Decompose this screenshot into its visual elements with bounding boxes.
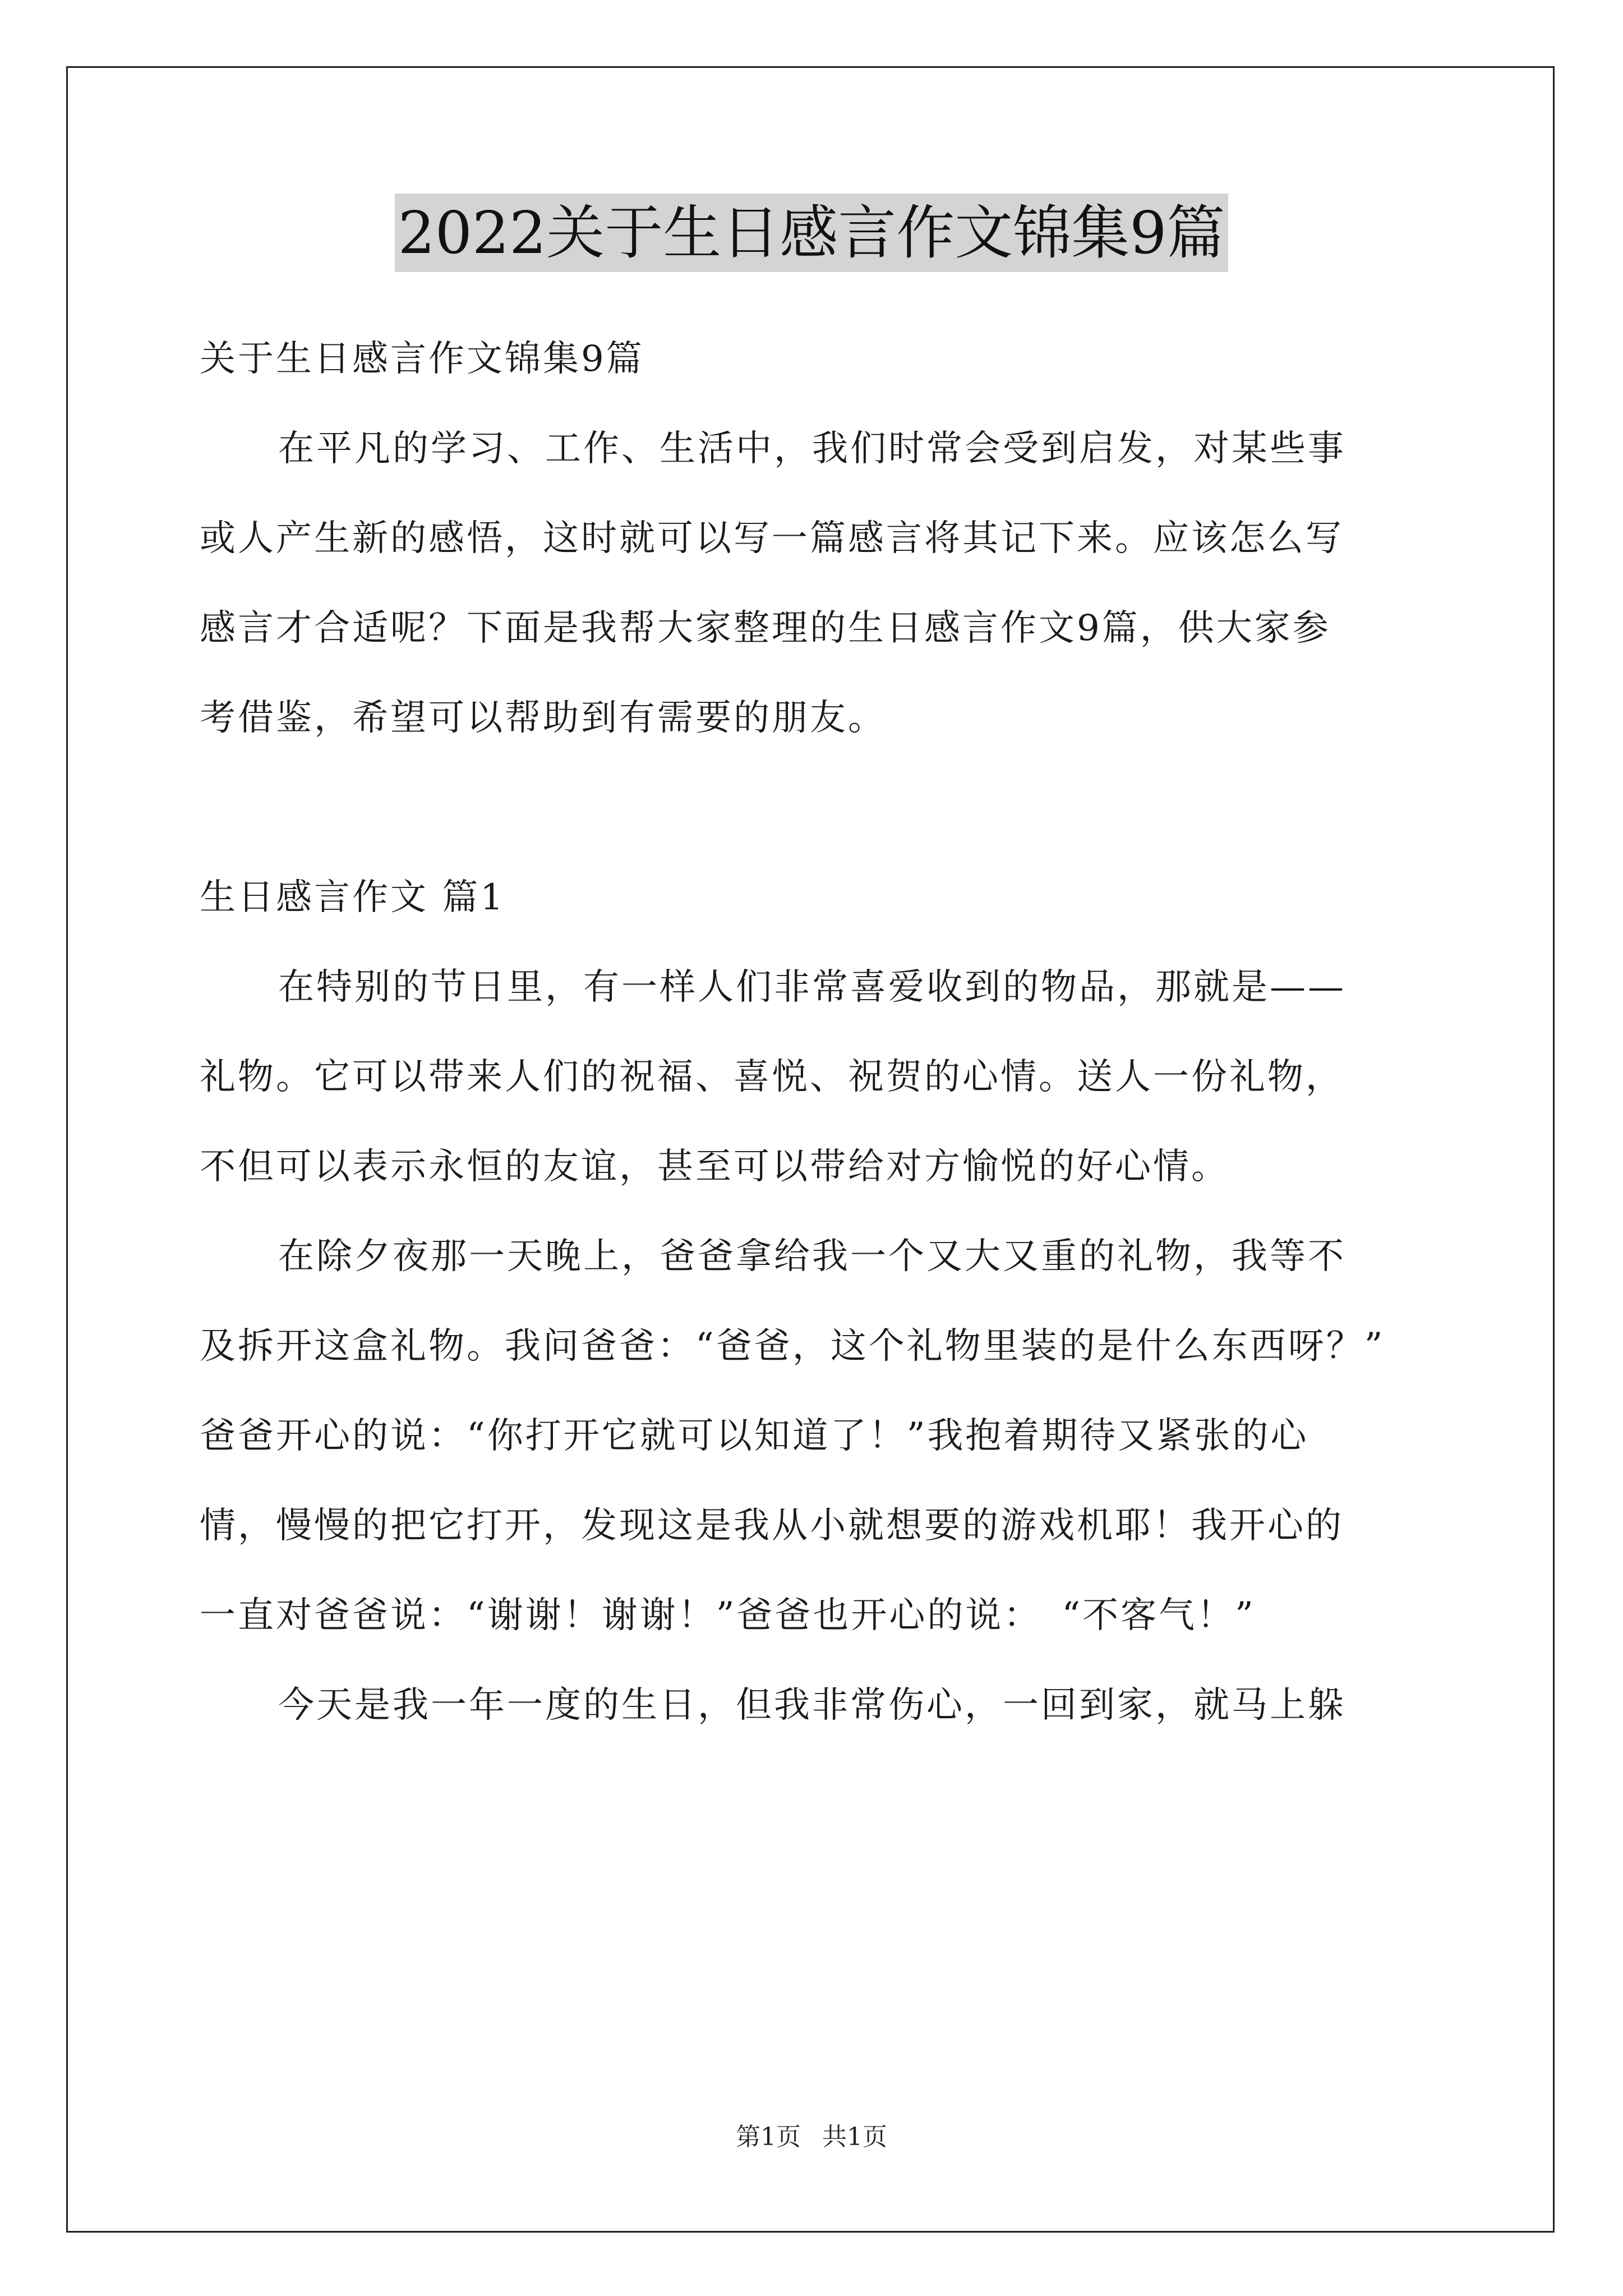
paragraph-line: 在除夕夜那一天晚上，爸爸拿给我一个又大又重的礼物，我等不	[278, 1236, 1346, 1277]
document-title: 2022关于生日感言作文锦集9篇	[395, 194, 1229, 272]
title-wrapper	[0, 194, 1623, 272]
intro-line: 感言才合适呢？下面是我帮大家整理的生日感言作文9篇，供大家参	[200, 608, 1331, 649]
section-heading: 生日感言作文 篇1	[200, 877, 506, 918]
page-total: 共1页	[822, 2123, 887, 2151]
document-body	[200, 314, 1428, 1750]
document-subtitle: 关于生日感言作文锦集9篇	[200, 338, 644, 380]
paragraph-line: 礼物。它可以带来人们的祝福、喜悦、祝贺的心情。送人一份礼物，	[200, 1056, 1344, 1098]
paragraph-line: 爸爸开心的说：“你打开它就可以知道了！”我抱着期待又紧张的心	[200, 1415, 1309, 1457]
intro-line: 或人产生新的感悟，这时就可以写一篇感言将其记下来。应该怎么写	[200, 518, 1344, 559]
intro-line: 考借鉴，希望可以帮助到有需要的朋友。	[200, 697, 886, 739]
section-gap	[200, 763, 1428, 853]
page-footer	[0, 2120, 1623, 2154]
paragraph-line: 及拆开这盒礼物。我问爸爸：“爸爸，这个礼物里装的是什么东西呀？”	[200, 1326, 1385, 1367]
intro-line: 在平凡的学习、工作、生活中，我们时常会受到启发，对某些事	[278, 428, 1346, 470]
paragraph-line: 不但可以表示永恒的友谊，甚至可以带给对方愉悦的好心情。	[200, 1146, 1229, 1188]
paragraph-line: 今天是我一年一度的生日，但我非常伤心，一回到家，就马上躲	[278, 1685, 1346, 1726]
paragraph-line: 在特别的节日里，有一样人们非常喜爱收到的物品，那就是——	[278, 967, 1346, 1008]
paragraph-line: 一直对爸爸说：“谢谢！谢谢！”爸爸也开心的说： “不客气！”	[200, 1595, 1256, 1636]
page-number: 第1页	[736, 2123, 801, 2151]
paragraph-line: 情，慢慢的把它打开，发现这是我从小就想要的游戏机耶！我开心的	[200, 1505, 1344, 1547]
